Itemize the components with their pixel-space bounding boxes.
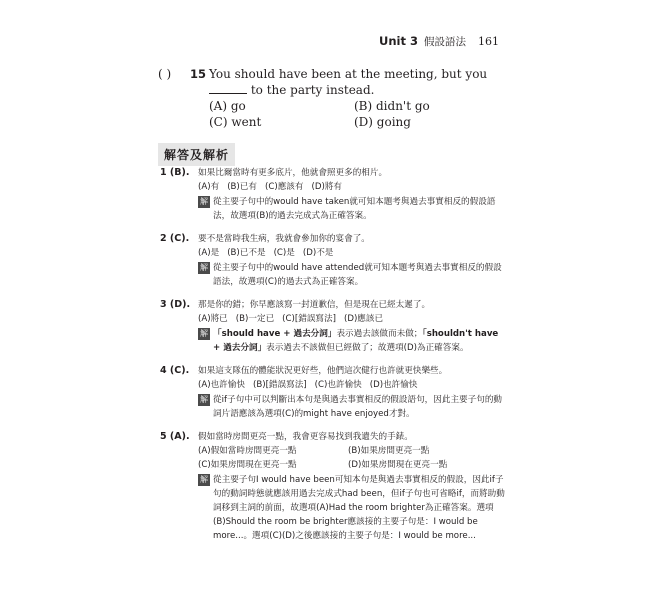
option-a: (A) go bbox=[209, 99, 246, 113]
answer-explanation bbox=[198, 393, 505, 421]
answer-number: 3 (D). bbox=[160, 299, 191, 310]
choice-a: (A)是 bbox=[198, 248, 220, 258]
explain-icon: 解 bbox=[200, 197, 208, 206]
explanation-text: 從主要子句I would have been可知本句是與過去事實相反的假設，因此if子句的動詞時態就應該用過去完成式had been，但if子句也可省略if，而將助動詞移到主詞的前面，故選項(A)Had the room brighter為正確答案。選項(B)Should the room be brighter應該接的主要子句是：I would be more...。選項(C)(D)之後應該接的主要子句是：I would be more... bbox=[213, 475, 505, 541]
answer-item-2 bbox=[160, 232, 505, 289]
option-b: (B) didn't go bbox=[354, 99, 430, 113]
unit-label: Unit 3 bbox=[379, 34, 418, 48]
answer-number: 5 (A). bbox=[160, 431, 190, 442]
choice-d: (D)不是 bbox=[302, 248, 334, 258]
answer-explanation bbox=[198, 473, 505, 543]
explanation-end: 表示過去不該做但已經做了；故選項(D)為正確答案。 bbox=[266, 343, 469, 353]
choice-a: (A)將已 bbox=[198, 314, 228, 324]
explanation-text: 從主要子句中的would have attended就可知本題考與過去事實相反的假設語法，故選項(C)的過去式為正確答案。 bbox=[213, 263, 502, 287]
explanation-text: 從if子句中可以判斷出本句是與過去事實相反的假設語句，因此主要子句的動詞片語應該為選項(C)的might have enjoyed才對。 bbox=[213, 395, 503, 419]
chapter-title: 假設語法 bbox=[424, 36, 466, 48]
choice-c: (C)[錯誤寫法] bbox=[282, 314, 336, 324]
answer-number: 2 (C). bbox=[160, 233, 190, 244]
answer-choices bbox=[198, 378, 505, 392]
explain-icon: 解 bbox=[200, 329, 208, 338]
answer-choices bbox=[198, 312, 505, 326]
option-c: (C) went bbox=[209, 115, 262, 129]
choice-b: (B)已有 bbox=[227, 182, 257, 192]
answer-explanation bbox=[198, 327, 505, 355]
answer-choices bbox=[198, 180, 505, 194]
explanation-text bbox=[213, 327, 505, 355]
answer-paren: ( ) bbox=[158, 67, 172, 81]
question-text-after: to the party instead. bbox=[250, 83, 375, 97]
question-text-before: You should have been at the meeting, but you bbox=[209, 67, 488, 81]
answer-blank bbox=[209, 82, 247, 94]
answer-item-3 bbox=[160, 298, 505, 355]
choice-a: (A)有 bbox=[198, 182, 220, 192]
answer-choices bbox=[198, 246, 505, 260]
answer-translation: 要不是當時我生病，我就會參加你的宴會了。 bbox=[198, 234, 370, 244]
explanation-bold-1: 「should have + 過去分詞」 bbox=[213, 329, 337, 339]
section-title: 解答及解析 bbox=[158, 143, 235, 166]
choice-c: (C)是 bbox=[273, 248, 295, 258]
question-text bbox=[209, 66, 503, 98]
page-number: 161 bbox=[478, 35, 499, 48]
answer-explanation bbox=[198, 195, 505, 223]
choice-b: (B)[錯誤寫法] bbox=[252, 380, 307, 390]
answer-item-1 bbox=[160, 166, 505, 223]
page-header bbox=[379, 34, 499, 49]
explanation-mid: 表示過去該做而未做； bbox=[336, 329, 423, 339]
answer-choices bbox=[198, 444, 505, 472]
explain-icon: 解 bbox=[200, 263, 208, 272]
answer-number: 1 (B). bbox=[160, 167, 190, 178]
answer-translation: 假如當時房間更亮一點，我會更容易找到我遺失的手錶。 bbox=[198, 432, 413, 442]
explain-icon: 解 bbox=[200, 395, 208, 404]
choice-c: (C)也許愉快 bbox=[314, 380, 362, 390]
choice-b: (B)如果房間更亮一點 bbox=[348, 446, 430, 456]
choice-d: (D)如果房間現在更亮一點 bbox=[348, 460, 448, 470]
answer-number: 4 (C). bbox=[160, 365, 190, 376]
answer-translation: 如果比爾當時有更多底片，他就會照更多的相片。 bbox=[198, 168, 388, 178]
question-15 bbox=[158, 66, 503, 130]
answer-translation: 那是你的錯；你早應該寫一封道歉信，但是現在已經太遲了。 bbox=[198, 300, 431, 310]
choice-d: (D)應該已 bbox=[343, 314, 384, 324]
question-options bbox=[209, 98, 503, 130]
choice-a: (A)假如當時房間更亮一點 bbox=[198, 446, 297, 456]
choice-b: (B)一定已 bbox=[235, 314, 275, 324]
choice-c: (C)如果房間現在更亮一點 bbox=[198, 460, 297, 470]
answer-explanation bbox=[198, 261, 505, 289]
answer-item-4 bbox=[160, 364, 505, 421]
explanation-bold-2: 「shouldn't have + 過去分詞」 bbox=[213, 329, 499, 353]
question-number: 15 bbox=[190, 67, 207, 81]
answer-item-5 bbox=[160, 430, 505, 543]
explain-icon: 解 bbox=[200, 475, 208, 484]
explanation-text: 從主要子句中的would have taken就可知本題考與過去事實相反的假設語法，故選項(B)的過去完成式為正確答案。 bbox=[213, 197, 496, 221]
choice-d: (D)也許愉快 bbox=[369, 380, 418, 390]
choice-c: (C)應該有 bbox=[264, 182, 304, 192]
choice-d: (D)將有 bbox=[311, 182, 342, 192]
choice-b: (B)已不是 bbox=[227, 248, 266, 258]
choice-a: (A)也許愉快 bbox=[198, 380, 245, 390]
answer-translation: 如果這支隊伍的體能狀況更好些，他們這次健行也許就更快樂些。 bbox=[198, 366, 448, 376]
option-d: (D) going bbox=[354, 115, 411, 129]
